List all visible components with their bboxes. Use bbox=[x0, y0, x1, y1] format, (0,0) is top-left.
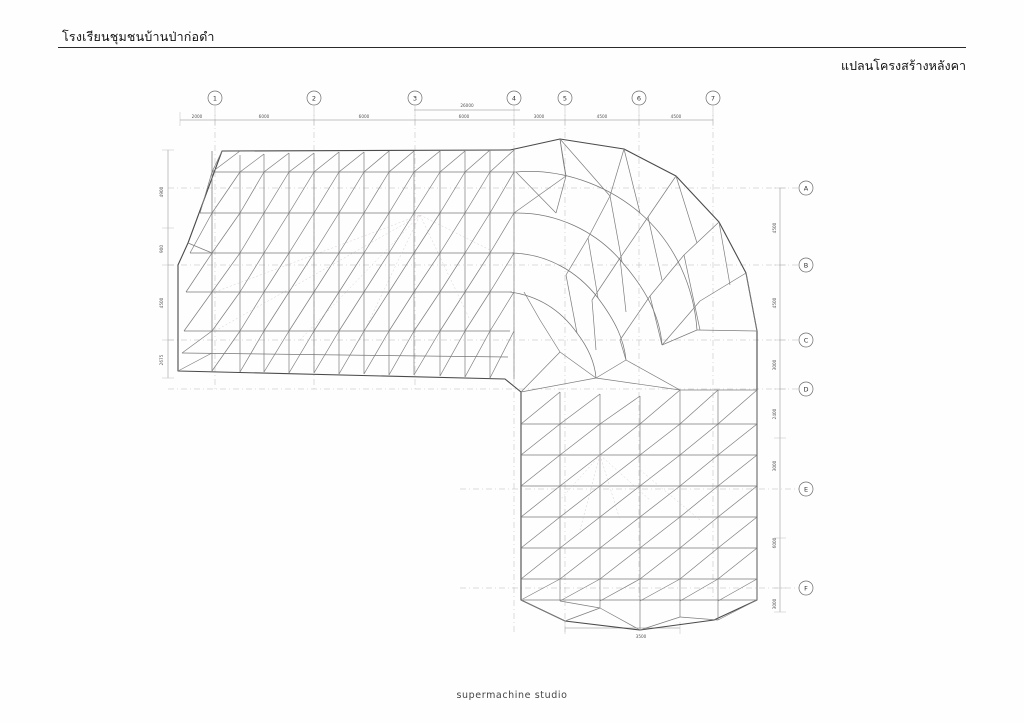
svg-text:1: 1 bbox=[212, 94, 218, 103]
dimension-bottom bbox=[565, 622, 680, 639]
grid-lines-vertical bbox=[215, 106, 713, 635]
grid-bubble-3 bbox=[408, 91, 422, 105]
grid-bubble-7 bbox=[706, 91, 720, 105]
grid-lines-horizontal bbox=[168, 188, 800, 588]
dim-top-4: 3000 bbox=[533, 114, 545, 119]
dim-right-4: 3000 bbox=[772, 460, 777, 472]
grid-bubble-6 bbox=[632, 91, 646, 105]
svg-text:2: 2 bbox=[311, 94, 317, 103]
svg-text:4: 4 bbox=[511, 94, 517, 103]
svg-text:B: B bbox=[803, 261, 809, 270]
grid-bubble-B bbox=[799, 258, 813, 272]
grid-bubble-5 bbox=[558, 91, 572, 105]
dimension-chain-right bbox=[772, 188, 786, 612]
svg-text:A: A bbox=[803, 184, 809, 193]
dim-top-0: 2000 bbox=[191, 114, 203, 119]
dim-overall-top: 26000 bbox=[460, 103, 474, 108]
bracing-curved-corner bbox=[514, 139, 757, 392]
grid-bubble-C bbox=[799, 333, 813, 347]
grid-bubble-F bbox=[799, 581, 813, 595]
grid-bubble-E bbox=[799, 482, 813, 496]
framing-west-end bbox=[178, 151, 222, 371]
dim-top-1: 6000 bbox=[258, 114, 270, 119]
ribs-curved-corner bbox=[510, 139, 757, 390]
dim-top-2: 6000 bbox=[358, 114, 370, 119]
bracing-west-wing bbox=[212, 150, 514, 378]
grid-bubble-D bbox=[799, 382, 813, 396]
dim-right-6: 3000 bbox=[772, 598, 777, 610]
dim-left-2: 4500 bbox=[159, 297, 164, 309]
dimension-chain-top bbox=[180, 103, 713, 126]
svg-text:3: 3 bbox=[412, 94, 418, 103]
dim-top-6: 4500 bbox=[670, 114, 682, 119]
dim-right-1: 4500 bbox=[772, 297, 777, 309]
svg-text:F: F bbox=[804, 584, 808, 593]
grid-bubble-1 bbox=[208, 91, 222, 105]
studio-credit: supermachine studio bbox=[456, 690, 568, 701]
dim-left-0: 4900 bbox=[159, 186, 164, 198]
dim-left-1: 900 bbox=[159, 245, 164, 253]
svg-text:7: 7 bbox=[710, 94, 716, 103]
grid-bubbles-rows bbox=[799, 181, 813, 595]
dim-top-5: 4500 bbox=[596, 114, 608, 119]
svg-text:D: D bbox=[803, 385, 809, 394]
dim-right-0: 4500 bbox=[772, 222, 777, 234]
dim-right-2: 3000 bbox=[772, 359, 777, 371]
dim-left-3: 2675 bbox=[159, 354, 164, 366]
grid-bubble-4 bbox=[507, 91, 521, 105]
dim-bottom-0: 3500 bbox=[635, 634, 647, 639]
svg-text:C: C bbox=[803, 336, 809, 345]
dim-right-5: 6000 bbox=[772, 537, 777, 549]
dimension-chain-left bbox=[159, 150, 174, 378]
hidden-construction-lines bbox=[215, 215, 700, 530]
grid-bubble-2 bbox=[307, 91, 321, 105]
svg-text:6: 6 bbox=[636, 94, 642, 103]
dim-right-3: 2400 bbox=[772, 408, 777, 420]
svg-text:E: E bbox=[803, 485, 809, 494]
drawing-title: แปลนโครงสร้างหลังคา bbox=[841, 58, 966, 73]
project-title: โรงเรียนชุมชนบ้านป่าก่อดำ bbox=[62, 29, 215, 44]
grid-bubble-A bbox=[799, 181, 813, 195]
svg-text:5: 5 bbox=[562, 94, 568, 103]
dim-top-3: 6000 bbox=[458, 114, 470, 119]
